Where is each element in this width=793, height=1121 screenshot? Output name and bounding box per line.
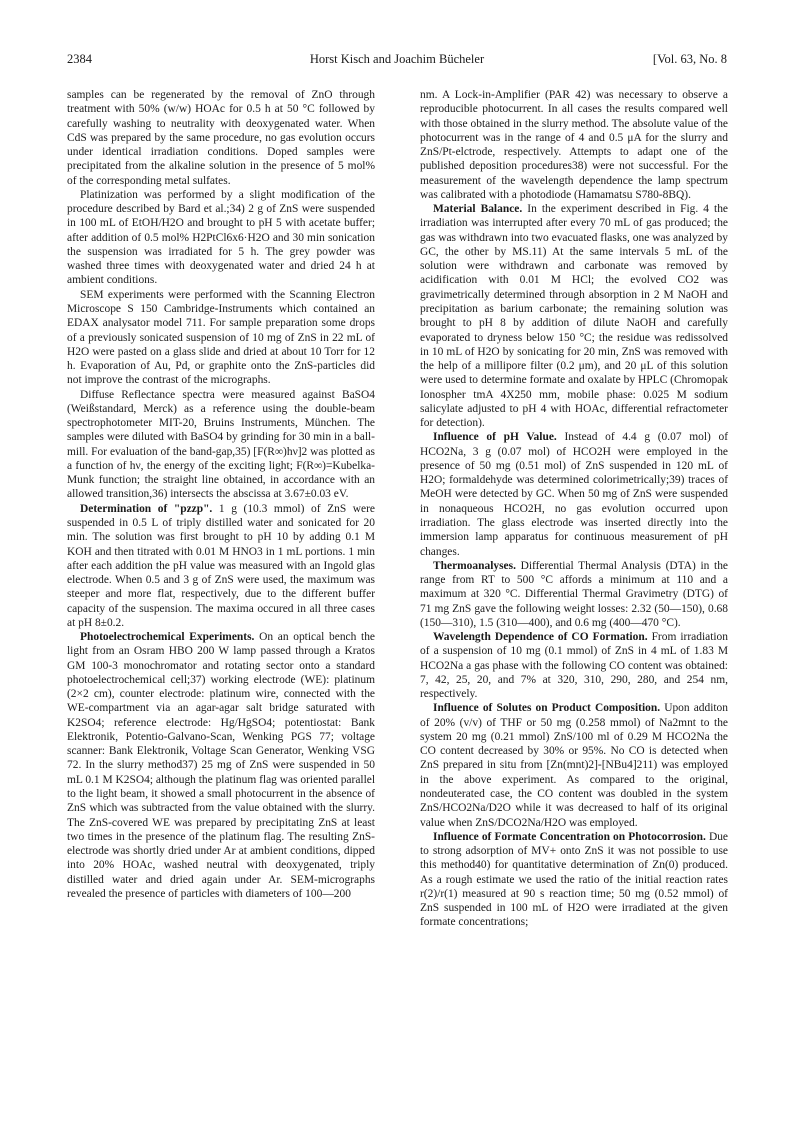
paragraph — [420, 202, 728, 430]
paragraph-heading: Determination of "pzzp". — [80, 502, 213, 515]
paragraph-text: nm. A Lock-in-Amplifier (PAR 42) was necessary to observe a reproducible photocurrent. In all cases the results compared well with those obtained in the slurry method. The absolute value of the photocurrent was in the range of 4 and 0.5 μA for the slurry and ZnS/Pt-elctrode, respectively. Attempts to adapt one of the published deposition procedures38) were not successful. For the measurement of the wavelength dependence the lamp spectrum was calibrated with a photodiode (Hamamatsu S780-8BQ). — [420, 89, 728, 201]
paragraph — [67, 630, 375, 901]
paragraph — [420, 701, 728, 829]
paragraph-text: From irradiation of a suspension of 10 mg (0.1 mmol) of ZnS in 4 mL of 1.83 M HCO2Na a gas phase with the following CO content was obtained: 7, 42, 25, 20, and 7% at 320, 310, 290, 280, and 254 nm, respectively. — [420, 631, 728, 701]
paragraph-text: Differential Thermal Analysis (DTA) in the range from RT to 500 °C affords a minimum at 110 and a maximum at 320 °C. Differential Thermal Gravimetry (DTG) of 71 mg ZnS gave the following weight losses: 2.32 (50—150), 0.68 (150—310), 1.5 (310—400), and 0.6 mg (400—470 °C). — [420, 559, 728, 629]
paragraph-heading: Photoelectrochemical Experiments. — [80, 631, 255, 644]
paragraph — [420, 559, 728, 630]
paragraph-text: In the experiment described in Fig. 4 the irradiation was interrupted after every 70 mL of gas produced; the gas was withdrawn into two evacuated flasks, one was analyzed by GC, the other by MS.11) At the same intervals 5 mL of the solution were withdrawn and carbonate was removed by acidification with 0.01 M HCl; the evolved CO2 was gravimetrically determined through absorption in 2 M NaOH and precipitation as barium carbonate; the remaining solution was brought to pH 8 by addition of dilute NaOH and carefully evaporated to dryness below 150 °C; the residue was redissolved in 10 mL of H2O by sonicating for 20 min, ZnS was removed with the help of a millipore filter (0.2 μm), and 20 μL of this solution were used to determine formate and oxalate by HPLC (Chromopak Ionospher tmA 4X250 mm, mobile phase: 0.025 M sodium salicylate adjusted to pH 4 with HOAc, differential refractometer for detection). — [420, 203, 729, 430]
left-column — [67, 88, 375, 901]
paragraph — [67, 88, 375, 188]
paragraph-heading: Thermoanalyses. — [433, 559, 516, 572]
paragraph-text: On an optical bench the light from an Osram HBO 200 W lamp passed through a Kratos GM 100-3 monochromator and rotating sector onto a standard photoelectrochemical cell;37) working electrode (WE): platinum (2×2 cm), counter electrode: platinum wire, connected with the WE-compartment via an agar-agar salt bridge saturated with K2SO4; reference electrode: Hg/HgSO4; potentiostat: Bank Elektronik, Potentio-Galvano-Scan, Wenking PGS 77; voltage scanner: Bank Elektronik, Voltage Scan Generator, Wenking VSG 72. In the slurry method37) 25 mg of ZnS were suspended in 50 mL 0.1 M K2SO4; although the platinum flag was oriented parallel to the light beam, it showed a small photocurrent in the absence of ZnS which was subtracted from the value obtained with the slurry. The ZnS-covered WE was prepared by precipitating ZnS at least two times in the presence of the platinum flag. The resulting ZnS-electrode was shortly dried under Ar at ambient conditions, dipped into 20% HOAc, washed neutral with deoxygenated, triply distilled water and dried again under Ar. SEM-micrographs revealed the presence of particles with diameters of 100—200 — [67, 631, 376, 900]
right-column — [420, 88, 728, 930]
paragraph-text: SEM experiments were performed with the Scanning Electron Microscope S 150 Cambridge-Instruments which contained an EDAX analysator model 711. For sample preparation some drops of a previously sonicated suspension of 10 mg of ZnS in 22 mL of H2O were pasted on a glass slide and dried at about 10 Torr for 12 h. Evaporation of Au, Pd, or graphite onto the ZnS-particles did not improve the contrast of the micrographs. — [67, 288, 375, 387]
paragraph-heading: Influence of pH Value. — [433, 431, 557, 444]
paragraph-text: samples can be regenerated by the removal of ZnO through treatment with 50% (w/w) HOAc for 0.5 h at 50 °C followed by carefully washing to neutrality with deoxygenated water. When CdS was prepared by the same procedure, no gas evolution occurs under identical irradiation conditions. Doped samples were precipitated from the alkaline solution in the presence of 5 mol% of the corresponding metal sulfates. — [67, 89, 375, 187]
paragraph — [420, 88, 728, 202]
paragraph — [67, 288, 375, 388]
paragraph-text: Platinization was performed by a slight modification of the procedure described by Bard et al.;34) 2 g of ZnS were suspended in 100 mL of EtOH/H2O and brought to pH 5 with acetate buffer; after addition of 0.5 mol% H2PtCl6x6·H2O and 30 min sonication the suspension was irradiated for 5 h. The grey powder was washed three times with deoxygenated water and dried 24 h at ambient conditions. — [67, 188, 375, 287]
paragraph-heading: Material Balance. — [433, 203, 523, 216]
paragraph-heading: Influence of Formate Concentration on Photocorrosion. — [433, 830, 706, 843]
paragraph-text: Diffuse Reflectance spectra were measured against BaSO4 (Weißstandard, Merck) as a reference using the double-beam spectrophotometer MIT-20, Bruins Instruments, München. The samples were diluted with BaSO4 by grinding for 30 min in a ball-mill. For evaluation of the band-gap,35) [F(R∞)hν]2 was plotted as a function of hν, the energy of the exciting light; F(R∞)=Kubelka-Munk function; the straight line obtained, in accordance with an allowed transition,36) intersects the abscissa at 3.67±0.03 eV. — [67, 388, 375, 501]
paragraph — [420, 430, 728, 558]
paragraph-heading: Wavelength Dependence of CO Formation. — [433, 631, 648, 644]
paragraph-text: Upon additon of 20% (v/v) of THF or 50 mg (0.258 mmol) of Na2mnt to the system 20 mg (0.21 mmol) ZnS/100 ml of 0.29 M HCO2Na the CO content decreased by 30% or 95%. No CO is detected when ZnS prepared in situ from [Zn(mnt)2]-[NBu4]211) was employed in the above experiment. As compared to the original, nondeuterated case, the CO content was doubled in the system ZnS/HCO2Na/D2O while it was decreased to half of its original value when ZnS/DCO2Na/H2O was employed. — [420, 702, 728, 829]
paragraph-heading: Influence of Solutes on Product Composition. — [433, 702, 661, 715]
volume-info: [Vol. 63, No. 8 — [652, 52, 727, 66]
paragraph — [67, 188, 375, 288]
paragraph-text: Due to strong adsorption of MV+ onto ZnS it was not possible to use this method40) for quantitative determination of Zn(0) produced. As a rough estimate we used the ratio of the initial reaction rates r(2)/r(1) measured at 90 s reaction time; 50 mg (0.52 mmol) of ZnS suspended in 100 mL of H2O were irradiated at the given formate concentrations; — [420, 830, 729, 929]
paragraph — [420, 830, 728, 930]
paragraph — [67, 388, 375, 502]
paragraph-text: Instead of 4.4 g (0.07 mol) of HCO2Na, 3 g (0.07 mol) of HCO2H were employed in the presence of 50 mg (0.51 mol) of ZnS suspended in 120 mL of H2O; formaldehyde was determined colorimetrically;39) traces of MeOH were detected by GC. When 50 mg of ZnS were suspended in nonaqueous HCO2H, no gas evolution occurred upon irradiation. The glass electrode was inserted directly into the immersion lamp apparatus for continuous measurement of pH changes. — [420, 431, 729, 558]
page-number: 2384 — [67, 52, 92, 66]
paragraph — [420, 630, 728, 701]
paragraph — [67, 502, 375, 630]
running-header — [67, 52, 727, 68]
running-title-authors: Horst Kisch and Joachim Bücheler — [309, 52, 485, 66]
paragraph-text: 1 g (10.3 mmol) of ZnS were suspended in 0.5 L of triply distilled water and sonicated for 20 min. The solution was first brought to pH 10 by adding 0.1 M KOH and then titrated with 0.01 M HNO3 in 1 mL portions. 1 min after each addition the pH value was measured with an Ingold glas electrode. When 0.5 and 3 g of ZnS were used, the maximum was steeper and more flat, respectively, due to the different buffer capacity of the suspension. The maxima occured in all three cases at pH 8±0.2. — [67, 502, 375, 629]
